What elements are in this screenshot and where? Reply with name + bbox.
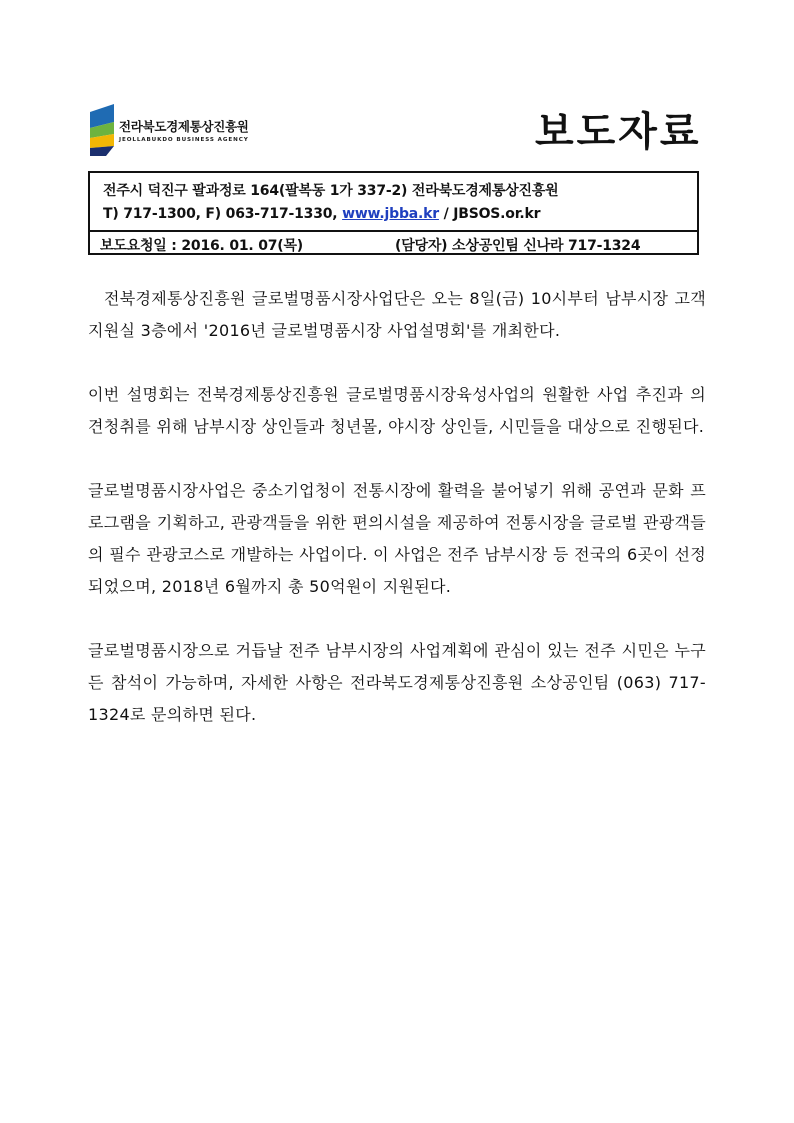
agency-logo-icon (86, 104, 116, 158)
phone-line (103, 206, 540, 222)
agency-logo (86, 104, 286, 158)
contact-person: (담당자) 소상공인팀 신나라 717-1324 (395, 238, 641, 254)
page-header (0, 0, 794, 170)
paragraph-2: 이번 설명회는 전북경제통상진흥원 글로벌명품시장육성사업의 원활한 사업 추진과 의견청취를 위해 남부시장 상인들과 청년몰, 야시장 상인들, 시민들을 대상으로 진행된다. (88, 385, 706, 436)
address-line: 전주시 덕진구 팔과정로 164(팔복동 1가 337-2) 전라북도경제통상진흥원 (103, 183, 559, 199)
request-date: 보도요청일 : 2016. 01. 07(목) (100, 238, 304, 254)
logo-name: 전라북도경제통상진흥원 (119, 119, 249, 134)
article-body (88, 283, 706, 763)
website-link[interactable]: www.jbba.kr (342, 206, 439, 222)
page-title: 보도자료 (535, 109, 702, 155)
logo-subtitle: JEOLLABUKDO BUSINESS AGENCY (119, 137, 249, 143)
website-secondary: / JBSOS.or.kr (443, 206, 541, 222)
paragraph-4: 글로벌명품시장으로 거듭날 전주 남부시장의 사업계획에 관심이 있는 전주 시민은 누구든 참석이 가능하며, 자세한 사항은 전라북도경제통상진흥원 소상공인팀 (063) 717-1324로 문의하면 된다. (88, 641, 706, 724)
contact-info-box (88, 171, 699, 255)
paragraph-3: 글로벌명품시장사업은 중소기업청이 전통시장에 활력을 불어넣기 위해 공연과 문화 프로그램을 기획하고, 관광객들을 위한 편의시설을 제공하여 전통시장을 글로벌 관광객들의 필수 관광코스로 개발하는 사업이다. 이 사업은 전주 남부시장 등 전국의 6곳이 선정되었으며, 2018년 6월까지 총 50억원이 지원된다. (88, 481, 706, 596)
phone-fax: T) 717-1300, F) 063-717-1330, (103, 206, 338, 222)
info-divider (90, 230, 697, 232)
paragraph-1: 전북경제통상진흥원 글로벌명품시장사업단은 오는 8일(금) 10시부터 남부시장 고객지원실 3층에서 '2016년 글로벌명품시장 사업설명회'를 개최한다. (88, 289, 706, 340)
